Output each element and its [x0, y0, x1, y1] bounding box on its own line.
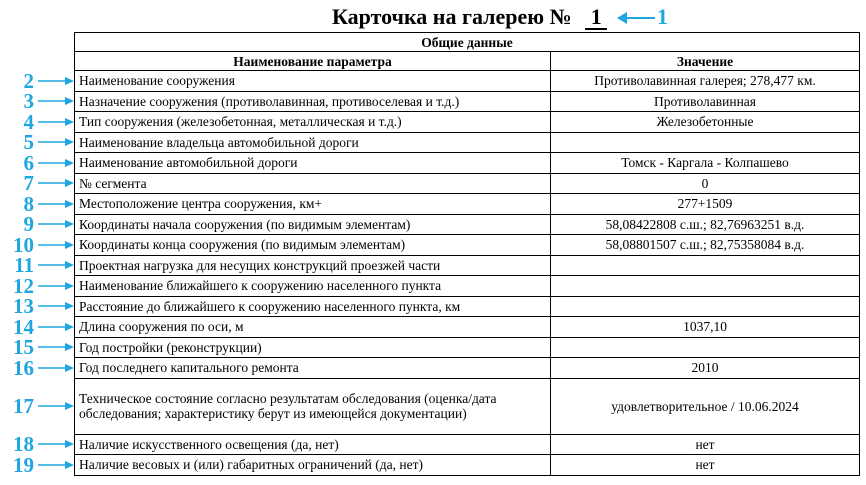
arrow-right-icon: [38, 117, 74, 127]
param-cell: Год последнего капитального ремонта: [75, 358, 551, 379]
value-cell: [551, 255, 860, 276]
param-cell: Координаты конца сооружения (по видимым элементам): [75, 235, 551, 256]
arrow-right-icon: [38, 96, 74, 106]
param-cell: Наименование автомобильной дороги: [75, 153, 551, 174]
card-table: [74, 32, 860, 476]
table-row: [75, 337, 860, 358]
table-row: [75, 235, 860, 256]
table-row: [75, 255, 860, 276]
param-cell: Наименование ближайшего к сооружению населенного пункта: [75, 276, 551, 297]
param-cell: Техническое состояние согласно результатам обследования (оценка/дата обследования; характеристику берут из имеющейся документации): [75, 378, 551, 434]
row-marker: 14: [13, 314, 34, 339]
row-marker: 3: [23, 89, 34, 114]
param-cell: Местоположение центра сооружения, км+: [75, 194, 551, 215]
column-header-param: Наименование параметра: [75, 52, 551, 71]
param-cell: Наименование владельца автомобильной дороги: [75, 132, 551, 153]
value-cell: 2010: [551, 358, 860, 379]
value-cell: 1037,10: [551, 317, 860, 338]
title-label: [332, 4, 607, 30]
param-cell: Наименование сооружения: [75, 71, 551, 92]
row-marker: 6: [23, 150, 34, 175]
value-cell: удовлетворительное / 10.06.2024: [551, 378, 860, 434]
table-row: [75, 276, 860, 297]
arrow-right-icon: [38, 363, 74, 373]
row-marker: 10: [13, 232, 34, 257]
param-cell: № сегмента: [75, 173, 551, 194]
title-marker: 1: [657, 4, 668, 29]
row-marker: 15: [13, 335, 34, 360]
table-row: [75, 91, 860, 112]
section-header-row: [75, 33, 860, 52]
row-marker: 11: [14, 253, 34, 278]
title-text: Карточка на галерею №: [332, 4, 572, 29]
value-cell: Железобетонные: [551, 112, 860, 133]
table-row: [75, 173, 860, 194]
table-row: [75, 112, 860, 133]
param-cell: Расстояние до ближайшего к сооружению населенного пункта, км: [75, 296, 551, 317]
param-cell: Проектная нагрузка для несущих конструкций проезжей части: [75, 255, 551, 276]
title-arrow-icon: [617, 11, 657, 25]
row-marker: 5: [23, 130, 34, 155]
arrow-right-icon: [38, 158, 74, 168]
value-cell: 58,08422808 с.ш.; 82,76963251 в.д.: [551, 214, 860, 235]
arrow-right-icon: [38, 301, 74, 311]
param-cell: Наличие весовых и (или) габаритных ограничений (да, нет): [75, 455, 551, 476]
value-cell: [551, 296, 860, 317]
row-marker: 19: [13, 452, 34, 477]
param-cell: Длина сооружения по оси, м: [75, 317, 551, 338]
table-row: [75, 378, 860, 434]
value-cell: нет: [551, 455, 860, 476]
value-cell: Противолавинная: [551, 91, 860, 112]
row-marker: 7: [23, 171, 34, 196]
table-row: [75, 358, 860, 379]
table-row: [75, 132, 860, 153]
arrow-right-icon: [38, 281, 74, 291]
param-cell: Координаты начала сооружения (по видимым элементам): [75, 214, 551, 235]
arrow-right-icon: [38, 199, 74, 209]
arrow-right-icon: [38, 76, 74, 86]
table-row: [75, 455, 860, 476]
section-title: Общие данные: [75, 33, 860, 52]
row-marker: 16: [13, 355, 34, 380]
table-row: [75, 71, 860, 92]
value-cell: [551, 337, 860, 358]
value-cell: нет: [551, 434, 860, 455]
arrow-right-icon: [38, 322, 74, 332]
param-cell: Тип сооружения (железобетонная, металлическая и т.д.): [75, 112, 551, 133]
table-row: [75, 434, 860, 455]
arrow-right-icon: [38, 178, 74, 188]
row-marker: 9: [23, 212, 34, 237]
column-header-value: Значение: [551, 52, 860, 71]
row-markers: [0, 0, 80, 485]
arrow-right-icon: [38, 401, 74, 411]
value-cell: Томск - Каргала - Колпашево: [551, 153, 860, 174]
arrow-right-icon: [38, 240, 74, 250]
param-cell: Назначение сооружения (противолавинная, противоселевая и т.д.): [75, 91, 551, 112]
param-cell: Год постройки (реконструкции): [75, 337, 551, 358]
arrow-right-icon: [38, 260, 74, 270]
card-number: 1: [585, 6, 607, 30]
param-cell: Наличие искусственного освещения (да, нет): [75, 434, 551, 455]
value-cell: [551, 132, 860, 153]
row-marker: 12: [13, 273, 34, 298]
value-cell: Противолавинная галерея; 278,477 км.: [551, 71, 860, 92]
row-marker: 2: [23, 68, 34, 93]
row-marker: 18: [13, 432, 34, 457]
table-row: [75, 214, 860, 235]
row-marker: 4: [23, 109, 34, 134]
arrow-right-icon: [38, 219, 74, 229]
arrow-right-icon: [38, 460, 74, 470]
value-cell: 58,08801507 с.ш.; 82,75358084 в.д.: [551, 235, 860, 256]
column-header-row: [75, 52, 860, 71]
value-cell: 0: [551, 173, 860, 194]
table-row: [75, 296, 860, 317]
card-title: [0, 4, 866, 32]
arrow-right-icon: [38, 137, 74, 147]
row-marker: 13: [13, 294, 34, 319]
value-cell: 277+1509: [551, 194, 860, 215]
row-marker: 8: [23, 191, 34, 216]
table-row: [75, 194, 860, 215]
arrow-right-icon: [38, 342, 74, 352]
table-row: [75, 317, 860, 338]
arrow-right-icon: [38, 439, 74, 449]
value-cell: [551, 276, 860, 297]
row-marker: 17: [13, 394, 34, 418]
table-row: [75, 153, 860, 174]
